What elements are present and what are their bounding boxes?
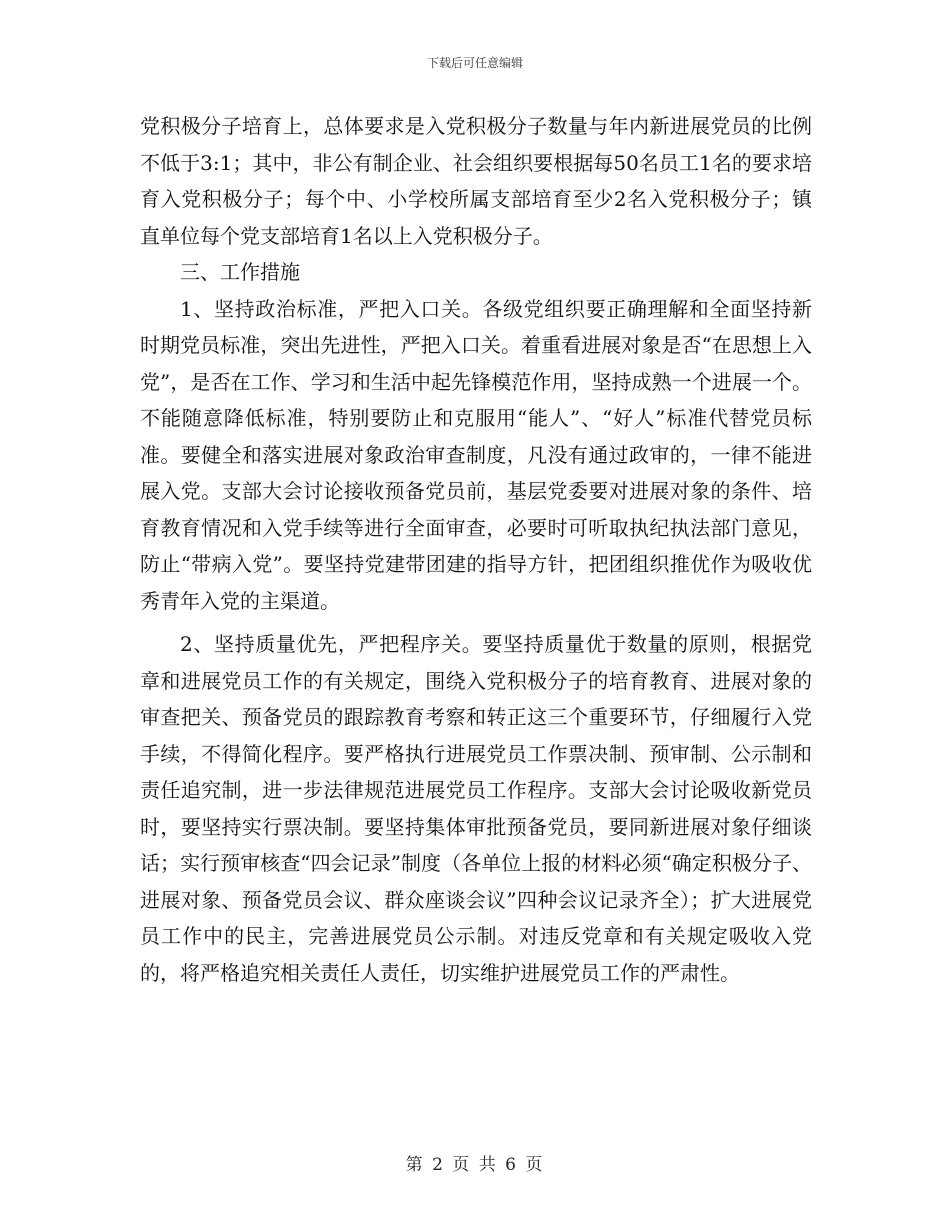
document-body (140, 108, 812, 991)
paragraph-continuation: 党积极分子培育上，总体要求是入党积极分子数量与年内新进展党员的比例不低于3:1；其中，非公有制企业、社会组织要根据每50名员工1名的要求培育入党积极分子；每个中、小学校所属支部培育至少2名入党积极分子；镇直单位每个党支部培育1名以上入党积极分子。 (140, 114, 812, 248)
paragraph-political-standard: 1、坚持政治标准，严把入口关。各级党组织要正确理解和全面坚持新时期党员标准，突出先进性，严把入口关。着重看进展对象是否“在思想上入党”，是否在工作、学习和生活中起先锋模范作用，坚持成熟一个进展一个。不能随意降低标准，特别要防止和克服用“能人”、“好人”标准代替党员标准。要健全和落实进展对象政治审查制度，凡没有通过政审的，一律不能进展入党。支部大会讨论接收预备党员前，基层党委要对进展对象的条件、培育教育情况和入党手续等进行全面审查，必要时可听取执纪执法部门意见，防止“带病入党”。要坚持党建带团建的指导方针，把团组织推优作为吸收优秀青年入党的主渠道。 (140, 296, 812, 613)
section-heading-work-measures: 三、工作措施 (180, 260, 300, 284)
page-number: 第 2 页 共 6 页 (405, 1155, 545, 1175)
paragraph-quality-priority: 2、坚持质量优先，严把程序关。要坚持质量优于数量的原则，根据党章和进展党员工作的有关规定，围绕入党积极分子的培育教育、进展对象的审查把关、预备党员的跟踪教育考察和转正这三个重要环节，仔细履行入党手续，不得简化程序。要严格执行进展党员工作票决制、预审制、公示制和责任追究制，进一步法律规范进展党员工作程序。支部大会讨论吸收新党员时，要坚持实行票决制。要坚持集体审批预备党员，要同新进展对象仔细谈话；实行预审核查“四会记录”制度（各单位上报的材料必须“确定积极分子、进展对象、预备党员会议、群众座谈会议”四种会议记录齐全）；扩大进展党员工作中的民主，完善进展党员公示制。对违反党章和有关规定吸收入党的，将严格追究相关责任人责任，切实维护进展党员工作的严肃性。 (140, 632, 812, 985)
paragraph-gap (140, 619, 812, 626)
page-header-note: 下载后可任意编辑 (426, 56, 523, 70)
